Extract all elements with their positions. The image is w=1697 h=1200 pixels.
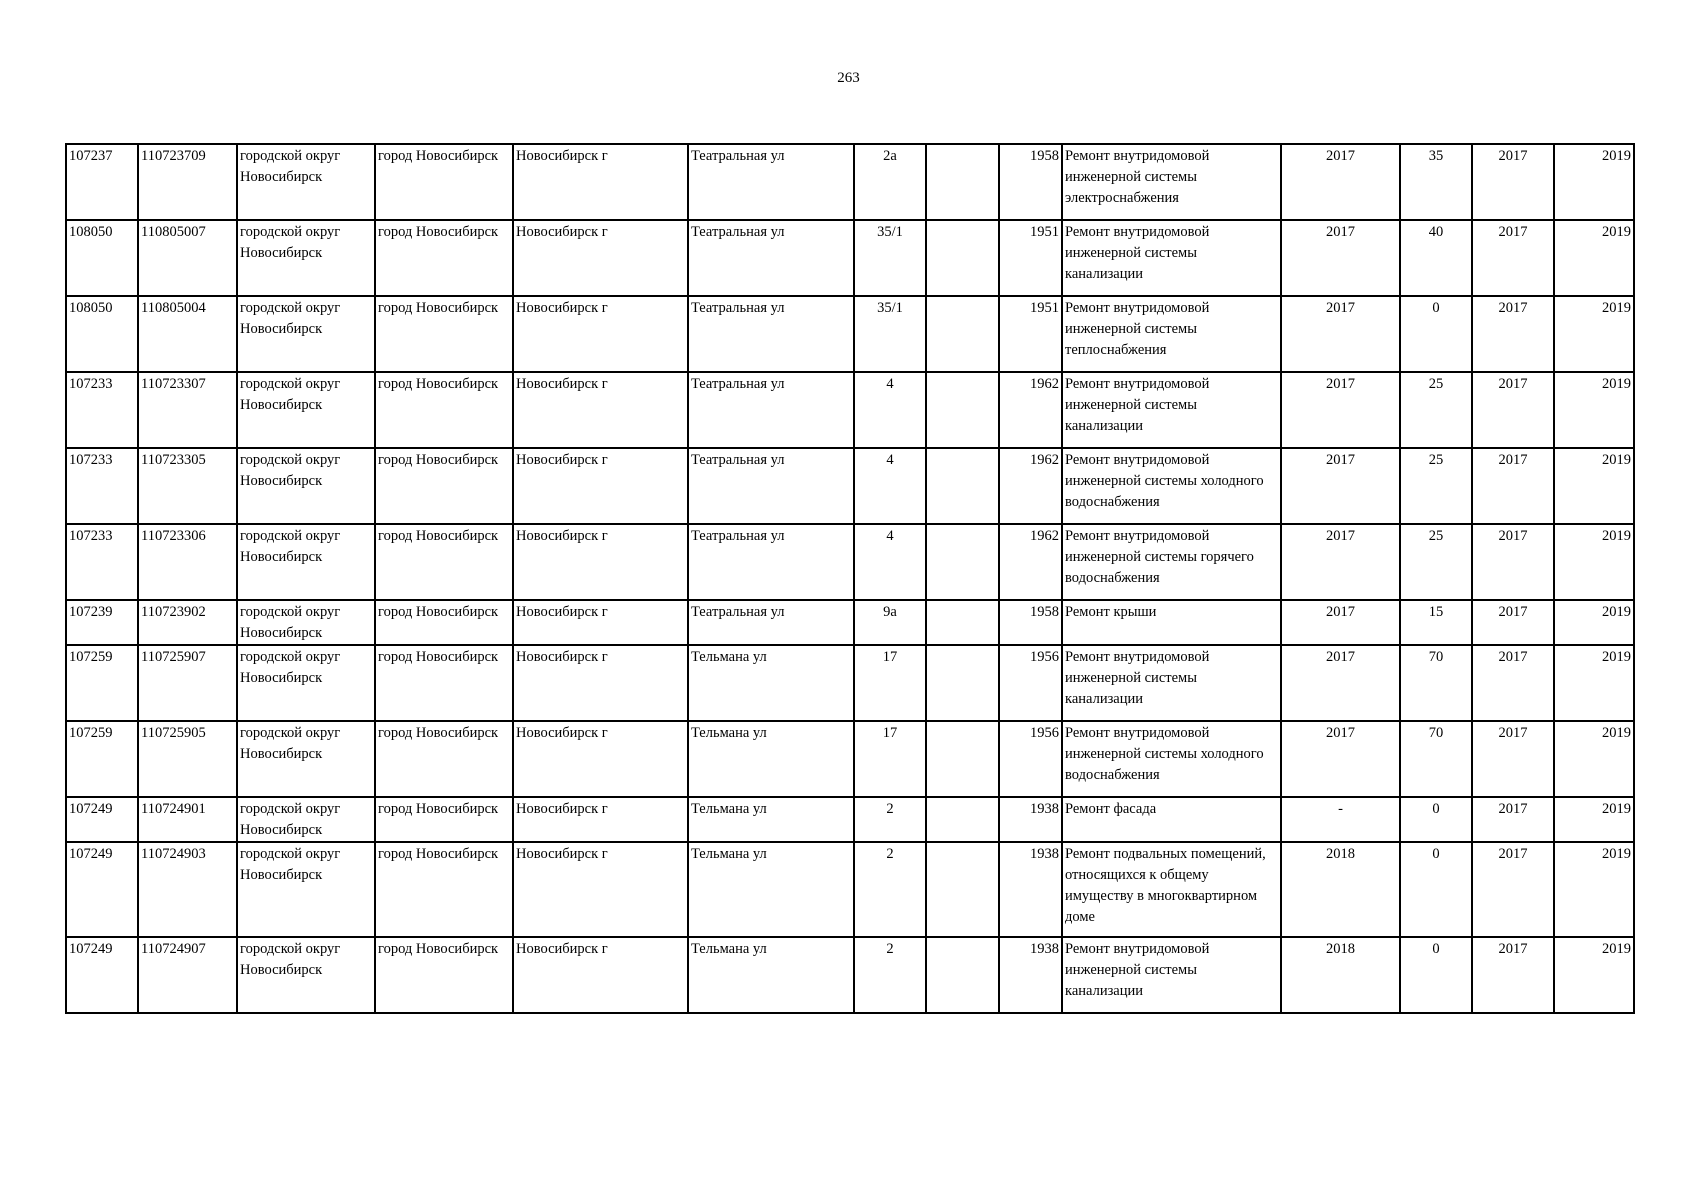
street-cell: Театральная ул — [688, 524, 854, 600]
house-id-cell: 107249 — [66, 937, 138, 1013]
table-row — [66, 296, 1634, 372]
street-cell: Тельмана ул — [688, 645, 854, 721]
start-year-cell: 2017 — [1472, 645, 1554, 721]
city-cell: Новосибирск г — [513, 600, 688, 645]
start-year-cell: 2017 — [1472, 937, 1554, 1013]
settlement-cell: город Новосибирск — [375, 721, 513, 797]
house-number-cell: 2 — [854, 797, 926, 842]
table-row — [66, 842, 1634, 937]
city-cell: Новосибирск г — [513, 144, 688, 220]
work-type-cell: Ремонт внутридомовой инженерной системы канализации — [1062, 937, 1281, 1013]
settlement-cell: город Новосибирск — [375, 645, 513, 721]
building-cell — [926, 797, 999, 842]
work-id-cell: 110724907 — [138, 937, 237, 1013]
work-id-cell: 110723306 — [138, 524, 237, 600]
work-type-cell: Ремонт подвальных помещений, относящихся к общему имуществу в многоквартирном доме — [1062, 842, 1281, 937]
year-built-cell: 1962 — [999, 372, 1062, 448]
district-cell: городской округ Новосибирск — [237, 220, 375, 296]
table-row — [66, 372, 1634, 448]
table-row — [66, 448, 1634, 524]
work-id-cell: 110723305 — [138, 448, 237, 524]
planned-year-cell: 2017 — [1281, 296, 1400, 372]
street-cell: Тельмана ул — [688, 721, 854, 797]
cost-cell: 25 — [1400, 448, 1472, 524]
district-cell: городской округ Новосибирск — [237, 372, 375, 448]
end-year-cell: 2019 — [1554, 448, 1634, 524]
building-cell — [926, 524, 999, 600]
house-number-cell: 9а — [854, 600, 926, 645]
cost-cell: 40 — [1400, 220, 1472, 296]
end-year-cell: 2019 — [1554, 797, 1634, 842]
street-cell: Театральная ул — [688, 600, 854, 645]
end-year-cell: 2019 — [1554, 372, 1634, 448]
city-cell: Новосибирск г — [513, 448, 688, 524]
table-row — [66, 524, 1634, 600]
street-cell: Тельмана ул — [688, 842, 854, 937]
end-year-cell: 2019 — [1554, 296, 1634, 372]
district-cell: городской округ Новосибирск — [237, 842, 375, 937]
start-year-cell: 2017 — [1472, 144, 1554, 220]
end-year-cell: 2019 — [1554, 937, 1634, 1013]
cost-cell: 0 — [1400, 937, 1472, 1013]
house-id-cell: 108050 — [66, 220, 138, 296]
city-cell: Новосибирск г — [513, 937, 688, 1013]
table-row — [66, 600, 1634, 645]
work-id-cell: 110723307 — [138, 372, 237, 448]
house-id-cell: 107233 — [66, 448, 138, 524]
house-id-cell: 107237 — [66, 144, 138, 220]
year-built-cell: 1938 — [999, 842, 1062, 937]
settlement-cell: город Новосибирск — [375, 842, 513, 937]
cost-cell: 0 — [1400, 296, 1472, 372]
start-year-cell: 2017 — [1472, 296, 1554, 372]
cost-cell: 35 — [1400, 144, 1472, 220]
house-number-cell: 17 — [854, 721, 926, 797]
cost-cell: 70 — [1400, 645, 1472, 721]
table-row — [66, 144, 1634, 220]
work-type-cell: Ремонт внутридомовой инженерной системы канализации — [1062, 372, 1281, 448]
settlement-cell: город Новосибирск — [375, 797, 513, 842]
start-year-cell: 2017 — [1472, 842, 1554, 937]
year-built-cell: 1956 — [999, 645, 1062, 721]
year-built-cell: 1962 — [999, 448, 1062, 524]
house-number-cell: 17 — [854, 645, 926, 721]
street-cell: Тельмана ул — [688, 937, 854, 1013]
work-type-cell: Ремонт внутридомовой инженерной системы холодного водоснабжения — [1062, 721, 1281, 797]
planned-year-cell: 2017 — [1281, 645, 1400, 721]
end-year-cell: 2019 — [1554, 524, 1634, 600]
building-cell — [926, 721, 999, 797]
house-number-cell: 2 — [854, 937, 926, 1013]
house-number-cell: 35/1 — [854, 296, 926, 372]
end-year-cell: 2019 — [1554, 600, 1634, 645]
building-cell — [926, 842, 999, 937]
start-year-cell: 2017 — [1472, 448, 1554, 524]
work-type-cell: Ремонт внутридомовой инженерной системы канализации — [1062, 220, 1281, 296]
start-year-cell: 2017 — [1472, 797, 1554, 842]
cost-cell: 15 — [1400, 600, 1472, 645]
settlement-cell: город Новосибирск — [375, 144, 513, 220]
district-cell: городской округ Новосибирск — [237, 797, 375, 842]
year-built-cell: 1956 — [999, 721, 1062, 797]
building-cell — [926, 937, 999, 1013]
cost-cell: 0 — [1400, 797, 1472, 842]
work-id-cell: 110723902 — [138, 600, 237, 645]
city-cell: Новосибирск г — [513, 797, 688, 842]
page-number: 263 — [837, 70, 860, 86]
building-cell — [926, 448, 999, 524]
house-number-cell: 4 — [854, 448, 926, 524]
planned-year-cell: 2017 — [1281, 600, 1400, 645]
work-type-cell: Ремонт внутридомовой инженерной системы теплоснабжения — [1062, 296, 1281, 372]
end-year-cell: 2019 — [1554, 842, 1634, 937]
street-cell: Театральная ул — [688, 144, 854, 220]
city-cell: Новосибирск г — [513, 842, 688, 937]
table-row — [66, 937, 1634, 1013]
work-type-cell: Ремонт крыши — [1062, 600, 1281, 645]
planned-year-cell: 2017 — [1281, 220, 1400, 296]
district-cell: городской округ Новосибирск — [237, 721, 375, 797]
work-type-cell: Ремонт внутридомовой инженерной системы канализации — [1062, 645, 1281, 721]
settlement-cell: город Новосибирск — [375, 600, 513, 645]
building-cell — [926, 296, 999, 372]
work-id-cell: 110725905 — [138, 721, 237, 797]
street-cell: Театральная ул — [688, 448, 854, 524]
year-built-cell: 1951 — [999, 220, 1062, 296]
settlement-cell: город Новосибирск — [375, 937, 513, 1013]
building-cell — [926, 144, 999, 220]
settlement-cell: город Новосибирск — [375, 448, 513, 524]
house-id-cell: 107233 — [66, 372, 138, 448]
building-cell — [926, 645, 999, 721]
year-built-cell: 1938 — [999, 797, 1062, 842]
house-id-cell: 107249 — [66, 797, 138, 842]
end-year-cell: 2019 — [1554, 645, 1634, 721]
year-built-cell: 1958 — [999, 144, 1062, 220]
work-id-cell: 110725907 — [138, 645, 237, 721]
settlement-cell: город Новосибирск — [375, 524, 513, 600]
end-year-cell: 2019 — [1554, 220, 1634, 296]
street-cell: Театральная ул — [688, 372, 854, 448]
city-cell: Новосибирск г — [513, 721, 688, 797]
cost-cell: 25 — [1400, 524, 1472, 600]
work-id-cell: 110724903 — [138, 842, 237, 937]
settlement-cell: город Новосибирск — [375, 220, 513, 296]
house-number-cell: 4 — [854, 372, 926, 448]
start-year-cell: 2017 — [1472, 600, 1554, 645]
house-number-cell: 2а — [854, 144, 926, 220]
settlement-cell: город Новосибирск — [375, 296, 513, 372]
work-type-cell: Ремонт внутридомовой инженерной системы холодного водоснабжения — [1062, 448, 1281, 524]
work-type-cell: Ремонт фасада — [1062, 797, 1281, 842]
building-cell — [926, 600, 999, 645]
work-type-cell: Ремонт внутридомовой инженерной системы электроснабжения — [1062, 144, 1281, 220]
house-id-cell: 108050 — [66, 296, 138, 372]
building-cell — [926, 220, 999, 296]
city-cell: Новосибирск г — [513, 220, 688, 296]
house-number-cell: 4 — [854, 524, 926, 600]
house-number-cell: 35/1 — [854, 220, 926, 296]
year-built-cell: 1951 — [999, 296, 1062, 372]
house-id-cell: 107239 — [66, 600, 138, 645]
house-id-cell: 107259 — [66, 721, 138, 797]
table-row — [66, 797, 1634, 842]
work-id-cell: 110805004 — [138, 296, 237, 372]
planned-year-cell: 2017 — [1281, 448, 1400, 524]
planned-year-cell: 2018 — [1281, 842, 1400, 937]
end-year-cell: 2019 — [1554, 144, 1634, 220]
district-cell: городской округ Новосибирск — [237, 600, 375, 645]
district-cell: городской округ Новосибирск — [237, 448, 375, 524]
cost-cell: 0 — [1400, 842, 1472, 937]
year-built-cell: 1938 — [999, 937, 1062, 1013]
start-year-cell: 2017 — [1472, 721, 1554, 797]
planned-year-cell: 2017 — [1281, 372, 1400, 448]
planned-year-cell: - — [1281, 797, 1400, 842]
table-row — [66, 645, 1634, 721]
table-row — [66, 721, 1634, 797]
planned-year-cell: 2017 — [1281, 524, 1400, 600]
cost-cell: 25 — [1400, 372, 1472, 448]
cost-cell: 70 — [1400, 721, 1472, 797]
district-cell: городской округ Новосибирск — [237, 937, 375, 1013]
house-number-cell: 2 — [854, 842, 926, 937]
start-year-cell: 2017 — [1472, 524, 1554, 600]
district-cell: городской округ Новосибирск — [237, 296, 375, 372]
year-built-cell: 1962 — [999, 524, 1062, 600]
city-cell: Новосибирск г — [513, 645, 688, 721]
district-cell: городской округ Новосибирск — [237, 524, 375, 600]
planned-year-cell: 2018 — [1281, 937, 1400, 1013]
year-built-cell: 1958 — [999, 600, 1062, 645]
building-cell — [926, 372, 999, 448]
start-year-cell: 2017 — [1472, 220, 1554, 296]
work-type-cell: Ремонт внутридомовой инженерной системы горячего водоснабжения — [1062, 524, 1281, 600]
house-id-cell: 107259 — [66, 645, 138, 721]
table-row — [66, 220, 1634, 296]
street-cell: Тельмана ул — [688, 797, 854, 842]
settlement-cell: город Новосибирск — [375, 372, 513, 448]
district-cell: городской округ Новосибирск — [237, 144, 375, 220]
city-cell: Новосибирск г — [513, 372, 688, 448]
house-id-cell: 107233 — [66, 524, 138, 600]
city-cell: Новосибирск г — [513, 296, 688, 372]
table-body — [66, 144, 1634, 1013]
register-table — [65, 143, 1635, 1014]
planned-year-cell: 2017 — [1281, 144, 1400, 220]
work-id-cell: 110724901 — [138, 797, 237, 842]
end-year-cell: 2019 — [1554, 721, 1634, 797]
work-id-cell: 110723709 — [138, 144, 237, 220]
street-cell: Театральная ул — [688, 220, 854, 296]
start-year-cell: 2017 — [1472, 372, 1554, 448]
work-id-cell: 110805007 — [138, 220, 237, 296]
city-cell: Новосибирск г — [513, 524, 688, 600]
house-id-cell: 107249 — [66, 842, 138, 937]
street-cell: Театральная ул — [688, 296, 854, 372]
district-cell: городской округ Новосибирск — [237, 645, 375, 721]
planned-year-cell: 2017 — [1281, 721, 1400, 797]
